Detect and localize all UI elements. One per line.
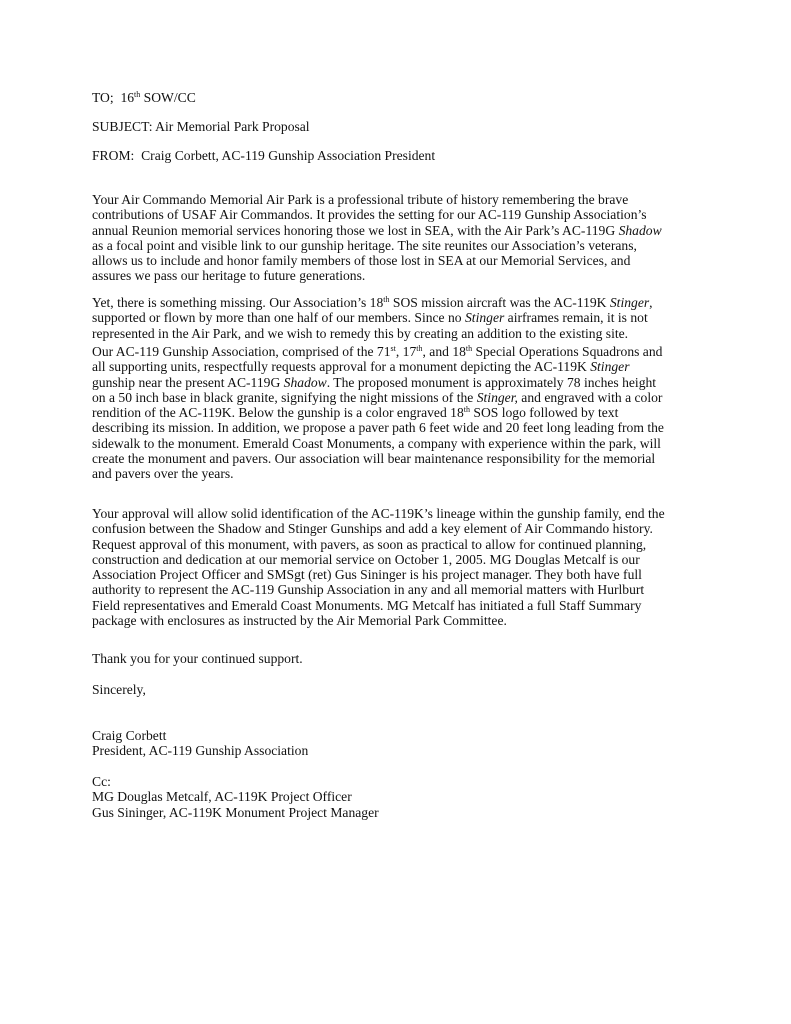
text-span: . The proposed monument is approximately 78 inches height [326,374,657,390]
text-span: all supporting units, respectfully requests approval for a monument depicting the AC-119K [92,359,591,375]
text-line: construction and dedication at our memorial service on October 1, 2005. MG Douglas Metcalf is our [92,551,640,567]
subject-value: Air Memorial Park Proposal [155,119,310,134]
text-line [92,344,704,359]
paragraph-3 [92,344,704,482]
text-line [92,223,704,238]
text-line [92,375,704,390]
text-span: , [649,295,653,310]
closing-line: Sincerely, [92,682,146,697]
aircraft-name: Shadow [618,222,662,238]
aircraft-name: Shadow [283,374,327,390]
signature-block [92,728,704,759]
from-line [92,148,435,163]
text-span: annual Reunion memorial services honoring those we lost in SEA, with the Air Park’s AC-119G [92,222,619,238]
text-line: allows us to include and honor family members of those lost in SEA at our Memorial Services, and [92,253,631,269]
text-line: Request approval of this monument, with pavers, as soon as practical to allow for continued planning, [92,536,647,552]
text-span: SOS mission aircraft was the AC-119K [389,295,610,310]
text-line: sidewalk to the monument. Emerald Coast Monuments, a company with experience within the park, will [92,435,661,451]
signer-name: Craig Corbett [92,728,167,743]
aircraft-name: Stinger, [476,389,518,405]
text-span: on a 50 inch base in black granite, signifying the night missions of the [92,389,477,405]
signer-title: President, AC-119 Gunship Association [92,743,309,759]
cc-label: Cc: [92,774,111,789]
subject-label: SUBJECT: [92,119,153,134]
paragraph-1 [92,192,704,284]
text-line [92,405,704,420]
ordinal-sup: th [383,295,390,304]
text-span: supported or flown by more than one half of our members. Since no [92,310,465,326]
text-span: Special Operations Squadrons and [472,344,663,359]
paragraph-4 [92,506,704,628]
aircraft-name: Stinger [609,295,650,310]
text-line: confusion between the Shadow and Stinger Gunships and add a key element of Air Commando history. [92,521,653,537]
thanks-line: Thank you for your continued support. [92,651,303,666]
text-line: Your approval will allow solid identification of the AC-119K’s lineage within the gunship family, end the [92,506,665,521]
text-span: airframes remain, it is not [504,310,648,326]
from-label: FROM: [92,148,135,163]
text-span: rendition of the AC-119K. Below the gunship is a color engraved 18 [92,405,464,421]
ordinal-sup: th [465,344,473,353]
cc-block [92,774,704,820]
text-line: represented in the Air Park, and we wish to remedy this by creating an addition to the existing site. [92,325,629,341]
text-line: Field representatives and Emerald Coast Monuments. MG Metcalf has initiated a full Staff Summary [92,597,642,613]
to-value-num: 16 [120,90,135,105]
text-line: create the monument and pavers. Our association will bear maintenance responsibility for the memorial [92,451,656,467]
text-line: Your Air Commando Memorial Air Park is a professional tribute of history remembering the brave [92,192,629,207]
text-line: assures we pass our heritage to future generations. [92,268,366,284]
text-line: describing its mission. In addition, we propose a paver path 6 feet wide and 20 feet long leading from the [92,420,664,436]
text-span: Our AC-119 Gunship Association, comprised of the 71 [92,344,391,359]
paragraph-2 [92,295,704,341]
to-value-rest: SOW/CC [140,90,196,105]
text-line [92,390,704,405]
text-span: , and 18 [422,344,466,359]
ordinal-sup: st [390,344,396,353]
text-line: package with enclosures as instructed by the Air Memorial Park Committee. [92,613,507,629]
to-label: TO; [92,90,114,105]
from-value: Craig Corbett, AC-119 Gunship Association President [141,148,436,163]
text-span: gunship near the present AC-119G [92,374,284,390]
subject-line [92,119,310,134]
text-span: , 17 [395,344,417,359]
text-span: Yet, there is something missing. Our Association’s 18 [92,295,384,310]
cc-recipient: MG Douglas Metcalf, AC-119K Project Officer [92,789,352,805]
text-line: authority to represent the AC-119 Gunship Association in any and all memorial matters with Hurlburt [92,582,645,598]
text-line: as a focal point and visible link to our gunship heritage. The site reunites our Association’s veterans, [92,237,637,253]
text-span: SOS logo followed by text [469,405,619,421]
ordinal-sup: th [416,344,423,353]
text-line [92,359,704,374]
cc-recipient: Gus Sininger, AC-119K Monument Project Manager [92,804,379,820]
ordinal-sup: th [463,405,470,415]
text-line [92,310,704,325]
text-line: Association Project Officer and SMSgt (ret) Gus Sininger is his project manager. They both have full [92,567,642,583]
aircraft-name: Stinger [465,310,505,326]
aircraft-name: Stinger [590,359,630,375]
text-line: contributions of USAF Air Commandos. It provides the setting for our AC-119 Gunship Association’s [92,207,647,223]
to-value-sup: th [134,90,141,99]
to-line [92,90,196,105]
text-line [92,295,704,310]
text-span: and engraved with a color [517,389,663,405]
text-line: and pavers over the years. [92,466,234,482]
